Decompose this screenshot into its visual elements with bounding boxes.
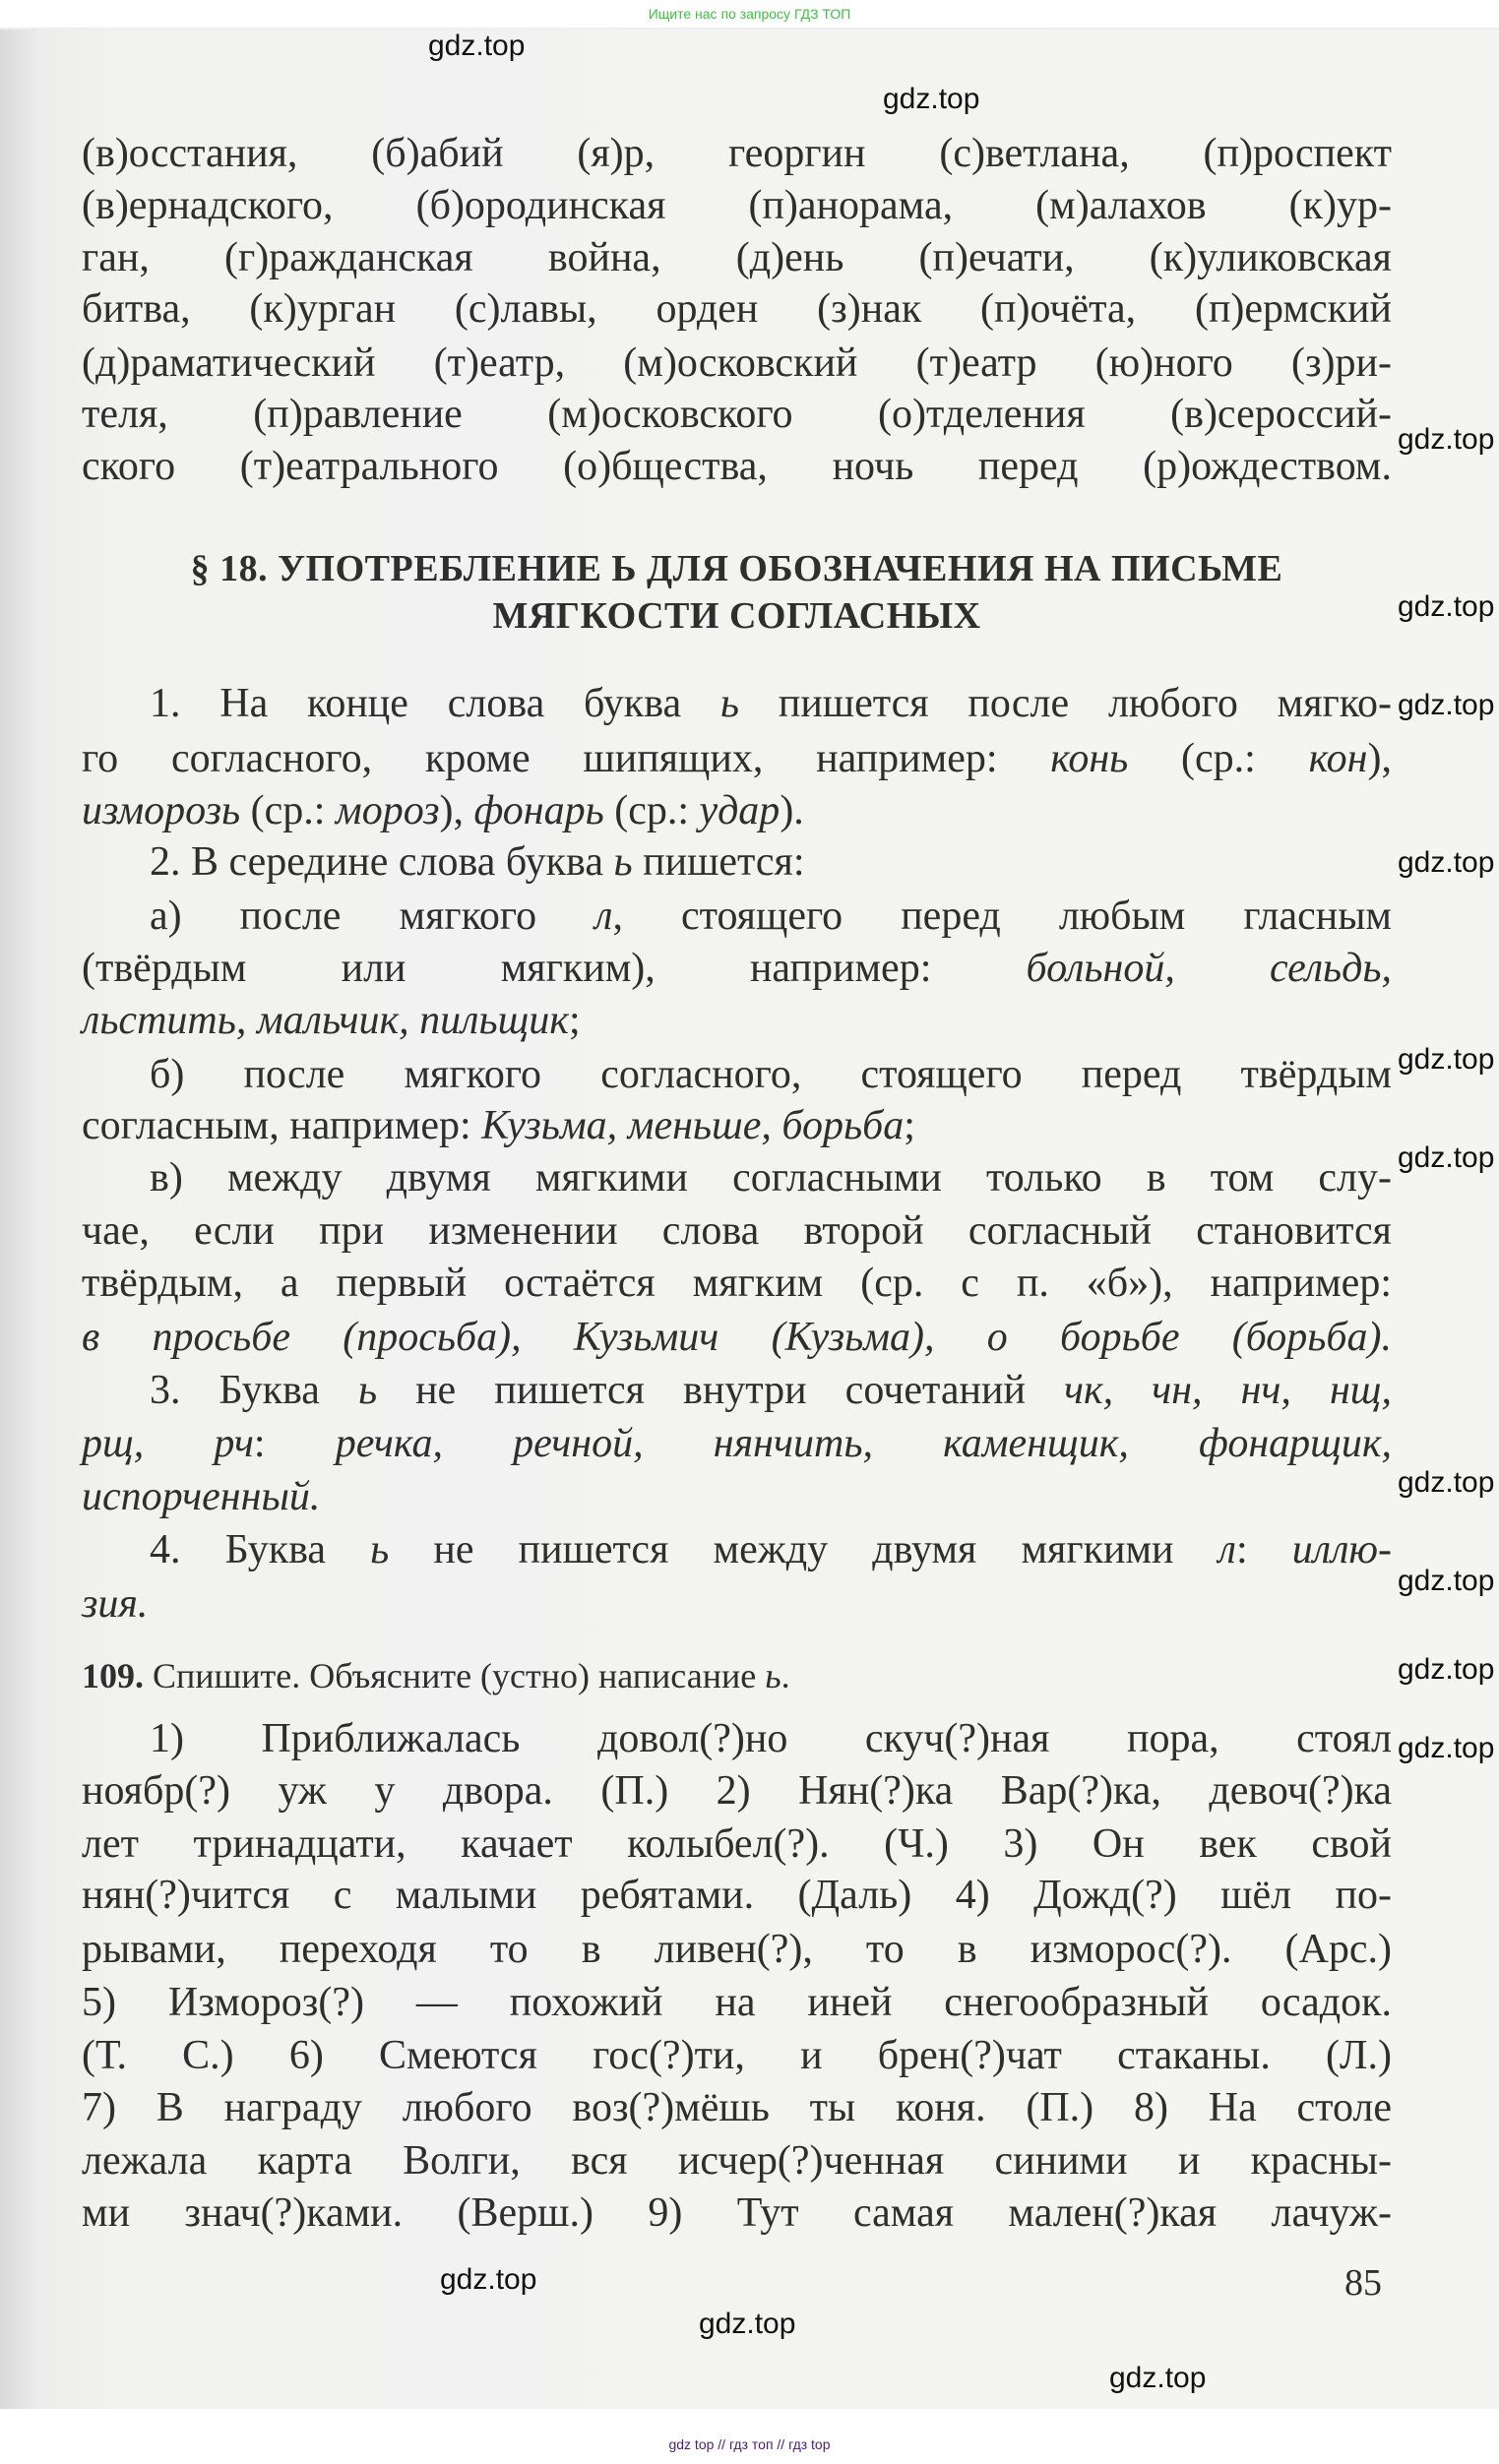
italic-example: ь	[765, 1656, 781, 1695]
italic-example: чк, чн, нч, нщ,	[1063, 1368, 1392, 1413]
italic-example: зия.	[82, 1581, 149, 1627]
text-segment: а) после мягкого	[150, 893, 595, 939]
text-segment: (ср.:	[240, 788, 336, 833]
text-line	[150, 892, 1392, 941]
italic-example: фонарь	[473, 788, 604, 833]
watermark: gdz.top	[1398, 846, 1495, 879]
text-line	[82, 1871, 1392, 1920]
italic-example: л	[594, 893, 613, 939]
text-segment: § 18. УПОТРЕБЛЕНИЕ Ь ДЛЯ ОБОЗНАЧЕНИЯ НА ПИСЬМЕ	[190, 548, 1283, 589]
text-segment: не пишется между двумя мягкими	[389, 1527, 1218, 1572]
text-segment: :	[1235, 1527, 1292, 1572]
watermark: gdz.top	[1398, 423, 1495, 456]
text-segment: ),	[439, 788, 474, 833]
text-line	[150, 1714, 1392, 1763]
text-segment: .	[781, 1656, 790, 1695]
text-segment: МЯГКОСТИ СОГЛАСНЫХ	[492, 595, 981, 637]
watermark: gdz.top	[1398, 1653, 1495, 1686]
text-line	[82, 442, 1392, 491]
text-segment: , стоящего перед любым гласным	[612, 893, 1393, 939]
page-number: 85	[1344, 2262, 1382, 2304]
text-segment: ;	[568, 998, 581, 1043]
text-segment: (д)раматический (т)еатр, (м)осковский (т)еатр (ю)ного (з)ри-	[82, 340, 1392, 386]
text-segment: 1) Приближалась довол(?)но скуч(?)ная пора, стоял	[150, 1716, 1392, 1761]
text-line	[82, 2188, 1392, 2238]
italic-example: ь	[357, 1368, 378, 1413]
text-line	[82, 284, 1392, 334]
text-line	[82, 734, 1392, 783]
text-segment: (в)осстания, (б)абий (я)р, георгин (с)ветлана, (п)роспект	[82, 131, 1392, 176]
text-line	[82, 339, 1392, 388]
footer-text[interactable]: gdz top // гдз топ // гдз top	[668, 2436, 831, 2452]
text-segment: 7) В награду любого воз(?)мёшь ты коня. (П.) 8) На столе	[82, 2085, 1392, 2130]
text-segment: ).	[780, 788, 804, 833]
italic-example: испорченный.	[82, 1474, 321, 1519]
italic-example: рщ, рч	[82, 1421, 254, 1466]
watermark: gdz.top	[440, 2263, 537, 2296]
text-segment: ми знач(?)ками. (Верш.) 9) Тут самая мален(?)кая лачуж-	[82, 2190, 1392, 2236]
text-line	[150, 837, 1392, 887]
text-line	[82, 181, 1392, 230]
italic-example: больной, сельдь,	[1026, 946, 1392, 991]
watermark: gdz.top	[1398, 689, 1495, 721]
watermark: gdz.top	[1398, 1565, 1495, 1597]
text-line	[82, 1978, 1392, 2027]
text-segment: битва, (к)урган (с)лавы, орден (з)нак (п)очёта, (п)ермский	[82, 286, 1392, 332]
text-line	[82, 390, 1392, 439]
text-segment: (ср.:	[603, 788, 700, 833]
text-line	[82, 1206, 1392, 1256]
banner-text[interactable]: Ищите нас по запросу ГДЗ ТОП	[648, 6, 851, 22]
italic-example: кон	[1308, 736, 1368, 781]
text-segment: ;	[904, 1103, 915, 1148]
text-line	[82, 233, 1392, 282]
text-segment: пишется:	[632, 839, 805, 885]
watermark: gdz.top	[1109, 2362, 1207, 2394]
italic-example: льстить, мальчик, пильщик	[82, 998, 569, 1043]
italic-example: конь	[1050, 736, 1129, 781]
text-line	[82, 1472, 1392, 1521]
italic-example: иллю-	[1291, 1527, 1392, 1572]
text-segment: (в)ернадского, (б)ородинская (п)анорама, (м)алахов (к)ур-	[82, 183, 1392, 228]
text-segment: Спишите. Объясните (устно) написание	[144, 1656, 766, 1695]
section-heading	[82, 544, 1392, 593]
text-line	[82, 1579, 1392, 1629]
watermark: gdz.top	[1398, 590, 1495, 623]
watermark: gdz.top	[1398, 1043, 1495, 1076]
text-line	[82, 129, 1392, 178]
search-banner[interactable]	[0, 0, 1499, 30]
text-segment: 4. Буква	[150, 1527, 371, 1572]
text-line	[82, 1313, 1392, 1362]
text-line	[82, 1925, 1392, 1974]
italic-example: ь	[370, 1527, 390, 1572]
text-segment: го согласного, кроме шипящих, например:	[82, 736, 1051, 781]
text-line	[82, 1819, 1392, 1869]
watermark: gdz.top	[1398, 1466, 1495, 1499]
text-line	[82, 2083, 1392, 2132]
text-segment: лет тринадцати, качает колыбел(?). (Ч.) 3) Он век свой	[82, 1821, 1392, 1867]
text-segment: ),	[1367, 736, 1393, 781]
text-segment: ган, (г)ражданская война, (д)ень (п)ечати, (к)уликовская	[82, 235, 1392, 280]
text-segment: нян(?)чится с малыми ребятами. (Даль) 4) Дожд(?) шёл по-	[82, 1873, 1392, 1918]
text-line	[150, 1525, 1392, 1574]
text-segment: (ср.:	[1128, 736, 1309, 781]
text-line	[82, 1766, 1392, 1816]
exercise-title	[82, 1651, 1392, 1700]
text-line	[150, 1050, 1392, 1099]
text-segment: согласным, например:	[82, 1103, 482, 1148]
italic-example: л	[1218, 1527, 1236, 1572]
text-segment: чае, если при изменении слова второй согласный становится	[82, 1208, 1392, 1254]
footer-links	[0, 2409, 1499, 2464]
text-segment: 1. На конце слова буква	[150, 681, 720, 726]
watermark: gdz.top	[1398, 1732, 1495, 1764]
text-segment: ского (т)еатрального (о)бщества, ночь перед (р)ождеством.	[82, 444, 1392, 489]
italic-example: мороз	[335, 788, 440, 833]
text-line	[82, 786, 1392, 835]
text-segment: 2. В середине слова буква	[150, 839, 614, 885]
text-line	[82, 996, 1392, 1045]
text-line	[82, 2136, 1392, 2186]
text-segment: пишется после любого мягко-	[739, 681, 1393, 726]
text-line	[82, 1419, 1392, 1468]
text-segment: 5) Измороз(?) — похожий на иней снегообразный осадок.	[82, 1980, 1392, 2025]
text-segment: (твёрдым или мягким), например:	[82, 946, 1027, 991]
text-line	[150, 1153, 1392, 1202]
text-segment: лежала карта Волги, вся исчер(?)ченная синими и красны-	[82, 2138, 1392, 2184]
text-segment: в) между двумя мягкими согласными только в том слу-	[150, 1155, 1392, 1201]
watermark: gdz.top	[428, 30, 526, 62]
section-heading	[82, 591, 1392, 641]
watermark: gdz.top	[1398, 1141, 1495, 1174]
italic-example: речка, речной, нянчить, каменщик, фонарщик,	[335, 1421, 1393, 1466]
italic-example: Кузьма, меньше, борьба	[481, 1103, 905, 1148]
italic-example: ь	[719, 681, 740, 726]
text-line	[150, 679, 1392, 728]
text-line	[150, 1366, 1392, 1415]
text-line	[82, 2031, 1392, 2080]
watermark: gdz.top	[883, 83, 980, 115]
text-segment: теля, (п)равление (м)осковского (о)тделения (в)сероссий-	[82, 392, 1392, 437]
watermark: gdz.top	[699, 2308, 796, 2340]
text-segment: ноябр(?) уж у двора. (П.) 2) Нян(?)ка Вар(?)ка, девоч(?)ка	[82, 1768, 1392, 1814]
text-segment: б) после мягкого согласного, стоящего перед твёрдым	[150, 1052, 1392, 1097]
italic-example: изморозь	[82, 788, 241, 833]
text-segment: твёрдым, а первый остаётся мягким (ср. с п. «б»), например:	[82, 1261, 1392, 1306]
italic-example: в просьбе (просьба), Кузьмич (Кузьма), о борьбе (борьба).	[82, 1315, 1392, 1360]
text-segment: :	[253, 1421, 336, 1466]
text-line	[82, 1101, 1392, 1150]
text-line	[82, 1259, 1392, 1308]
text-segment: не пишется внутри сочетаний	[377, 1368, 1064, 1413]
italic-example: удар	[699, 788, 781, 833]
exercise-number: 109.	[82, 1656, 144, 1695]
text-segment: (Т. С.) 6) Смеются гос(?)ти, и брен(?)чат стаканы. (Л.)	[82, 2033, 1392, 2078]
text-segment: рывами, переходя то в ливен(?), то в изморос(?). (Арс.)	[82, 1927, 1392, 1972]
italic-example: ь	[613, 839, 633, 885]
text-segment: 3. Буква	[150, 1368, 358, 1413]
text-line	[82, 944, 1392, 993]
